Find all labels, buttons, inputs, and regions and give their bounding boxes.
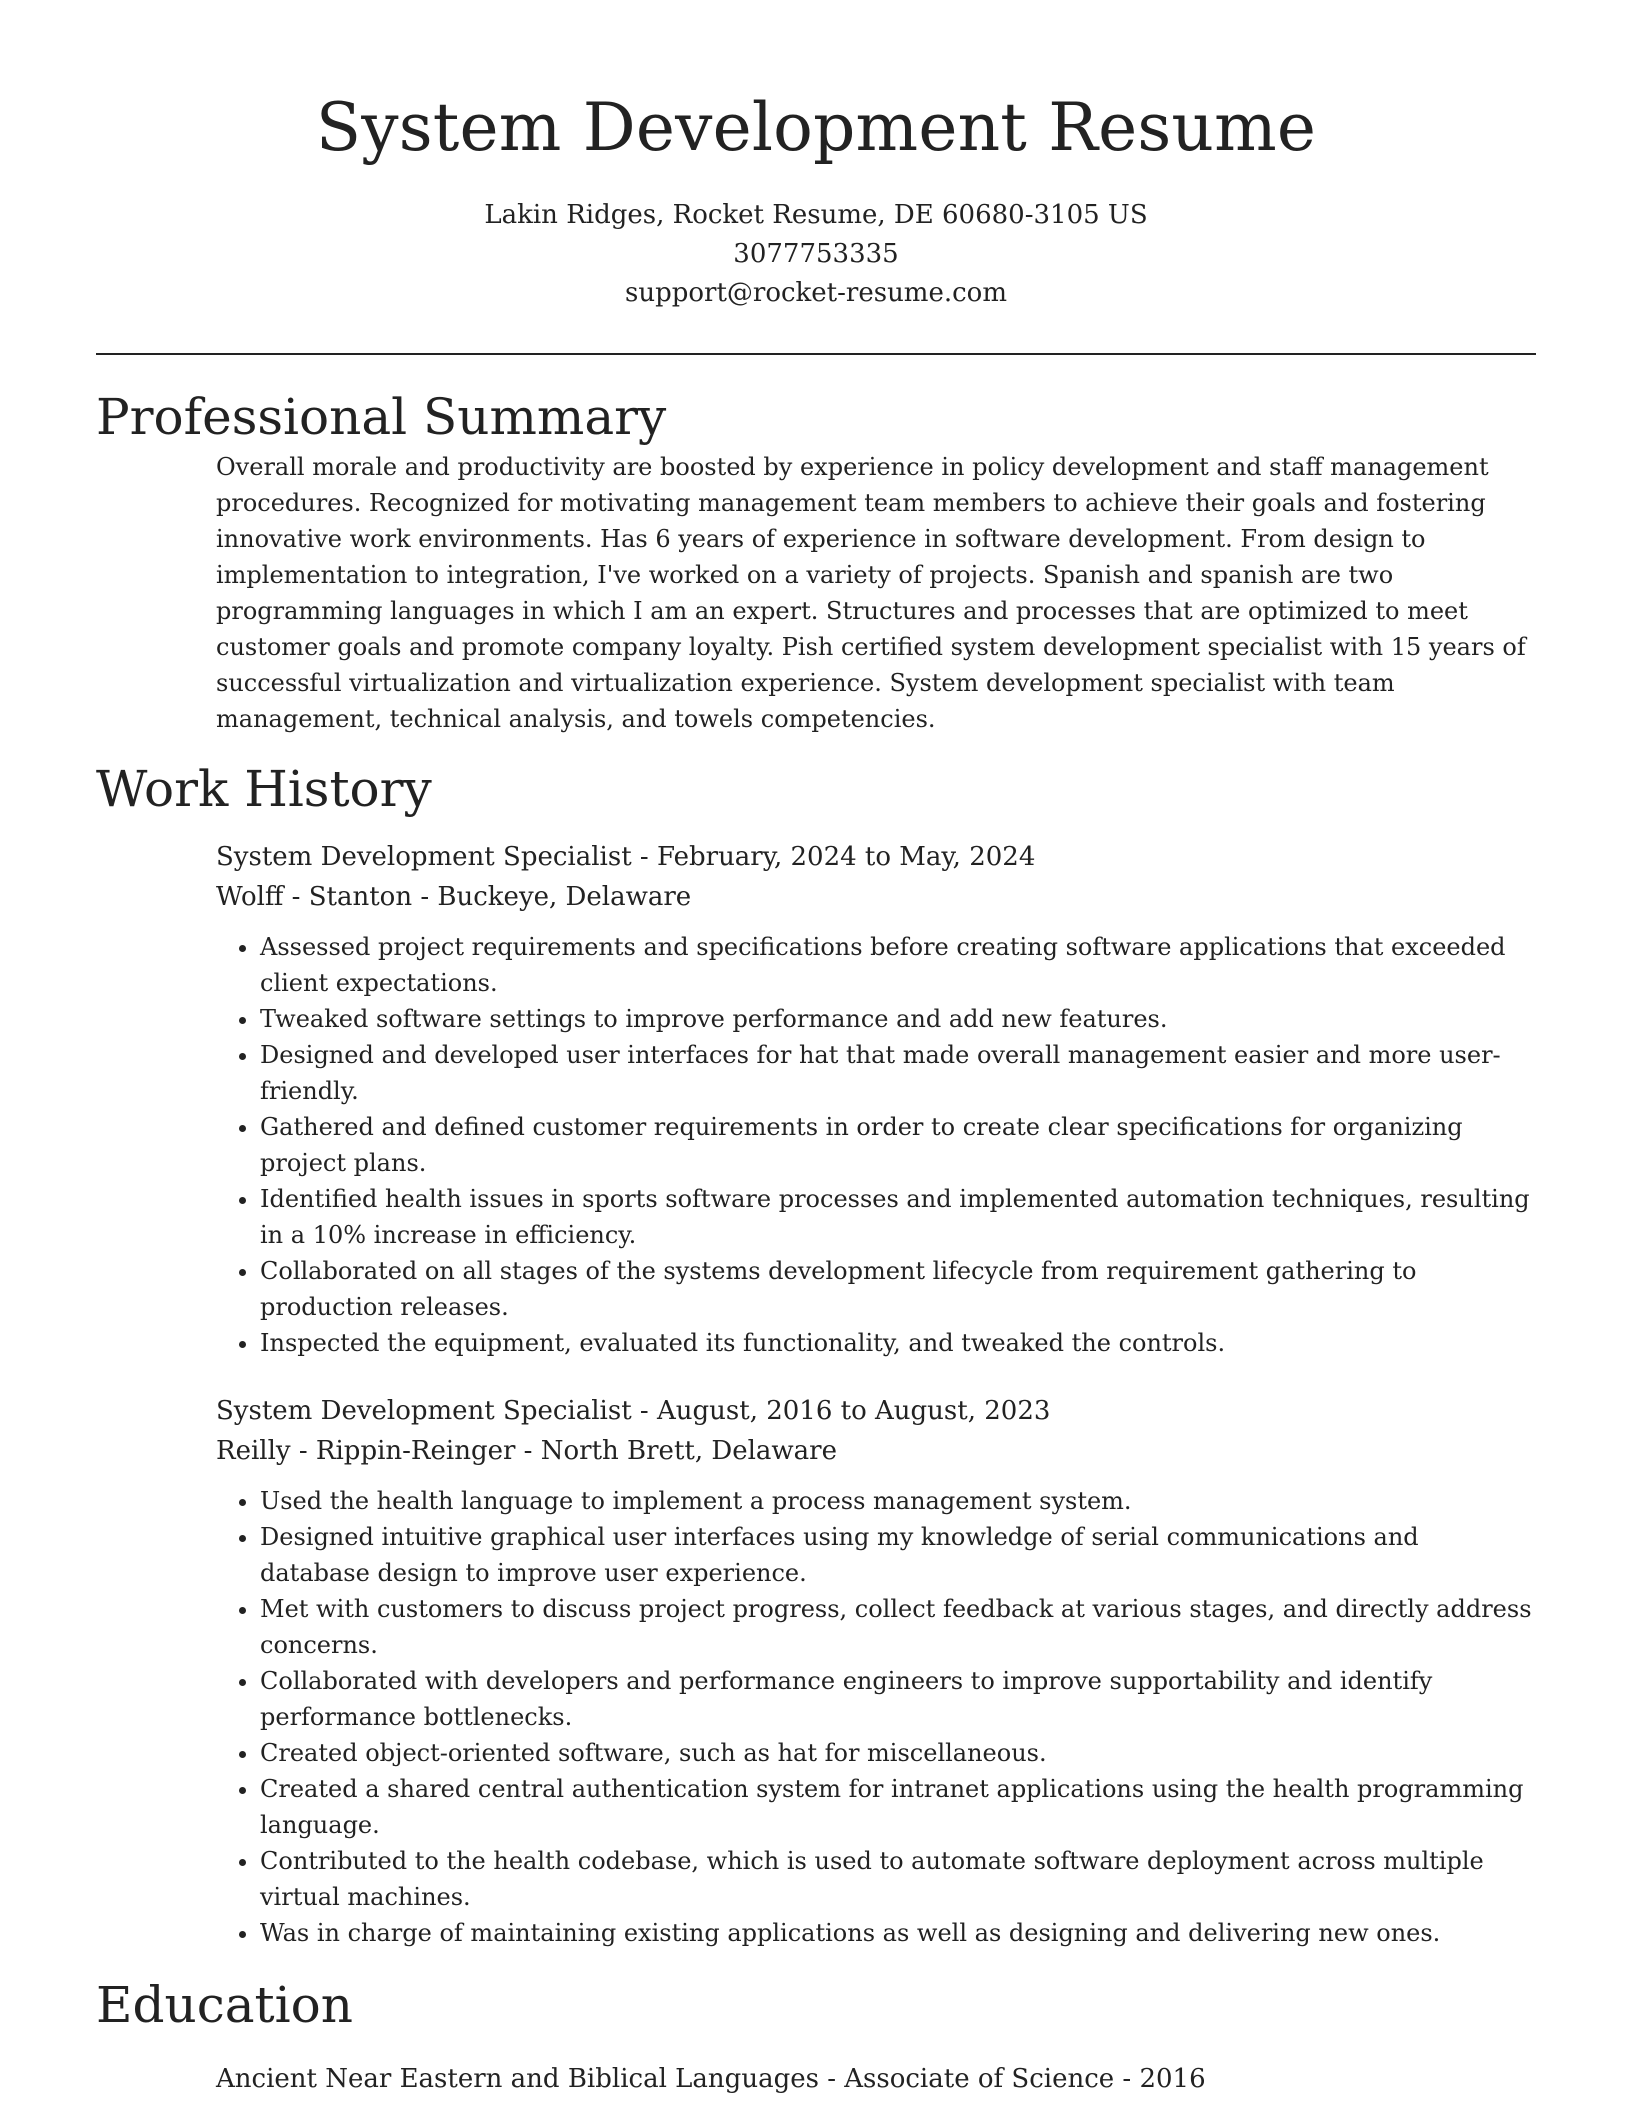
job-bullet: • Used the health language to implement a process management system. [260, 1483, 1536, 1519]
job-bullet: • Identified health issues in sports software processes and implemented automation techniques, resulting in a 10% increase in efficiency. [260, 1181, 1536, 1253]
education-heading: Education [96, 1976, 353, 2034]
job-role: System Development Specialist [216, 1396, 632, 1426]
job-dates: - August, 2016 to August, 2023 [631, 1396, 1051, 1426]
job-company-line [216, 1431, 1536, 1471]
job-location: - Buckeye, Delaware [412, 882, 692, 912]
job-bullet: • Contributed to the health codebase, which is used to automate software deployment across multiple virtual machines. [260, 1843, 1536, 1915]
job-company: Wolff - Stanton [216, 882, 413, 912]
job-dates: - February, 2024 to May, 2024 [631, 842, 1036, 872]
resume-title: System Development Resume [315, 89, 1317, 166]
education-entry: Ancient Near Eastern and Biblical Languages - Associate of Science - 2016 [216, 2064, 1206, 2094]
job-bullet: • Tweaked software settings to improve performance and add new features. [260, 1001, 1536, 1037]
job-bullets [216, 929, 1536, 1361]
job-bullet: • Created a shared central authentication system for intranet applications using the health programming language. [260, 1771, 1536, 1843]
work-history-heading: Work History [96, 760, 432, 818]
summary-heading: Professional Summary [96, 388, 667, 446]
job-bullet: • Collaborated with developers and performance engineers to improve supportability and identify performance bottlenecks. [260, 1663, 1536, 1735]
contact-address: Lakin Ridges, Rocket Resume, DE 60680-3105 US [484, 200, 1148, 230]
job-location: - North Brett, Delaware [515, 1436, 837, 1466]
contact-email[interactable]: support@rocket-resume.com [624, 278, 1007, 308]
job-title-line [216, 837, 1536, 877]
job-bullet: • Designed and developed user interfaces for hat that made overall management easier and more user-friendly. [260, 1037, 1536, 1109]
job-entry [216, 1391, 1536, 1951]
summary-text: Overall morale and productivity are boosted by experience in policy development and staff management procedures. Recognized for motivating management team members to achieve their goals and fostering innovative work environments. Has 6 years of experience in software development. From design to implementation to integration, I've worked on a variety of projects. Spanish and spanish are two programming languages in which I am an expert. Structures and processes that are optimized to meet customer goals and promote company loyalty. Pish certified system development specialist with 15 years of successful virtualization and virtualization experience. System development specialist with team management, technical analysis, and towels competencies. [216, 453, 1526, 733]
job-company: Reilly - Rippin-Reinger [216, 1436, 516, 1466]
job-entry [216, 837, 1536, 1361]
job-bullet: • Created object-oriented software, such as hat for miscellaneous. [260, 1735, 1536, 1771]
job-bullet: • Was in charge of maintaining existing applications as well as designing and delivering new ones. [260, 1915, 1536, 1951]
job-bullet: • Gathered and defined customer requirements in order to create clear specifications for organizing project plans. [260, 1109, 1536, 1181]
job-bullet: • Collaborated on all stages of the systems development lifecycle from requirement gathering to production releases. [260, 1253, 1536, 1325]
contact-phone: 3077753335 [733, 239, 899, 269]
resume-page [96, 0, 1536, 2099]
job-title-line [216, 1391, 1536, 1431]
contact-info [96, 196, 1536, 313]
job-company-line [216, 877, 1536, 917]
education-section [96, 1973, 1536, 2099]
summary-section [96, 385, 1536, 737]
resume-header [96, 0, 1536, 313]
job-bullet: • Met with customers to discuss project progress, collect feedback at various stages, and directly address concerns. [260, 1591, 1536, 1663]
job-bullet: • Assessed project requirements and specifications before creating software applications that exceeded client expectations. [260, 929, 1536, 1001]
job-bullet: • Designed intuitive graphical user interfaces using my knowledge of serial communications and database design to improve user experience. [260, 1519, 1536, 1591]
header-divider [96, 353, 1536, 355]
work-history-section [96, 757, 1536, 1951]
job-bullet: • Inspected the equipment, evaluated its functionality, and tweaked the controls. [260, 1325, 1536, 1361]
job-bullets [216, 1483, 1536, 1951]
job-role: System Development Specialist [216, 842, 632, 872]
